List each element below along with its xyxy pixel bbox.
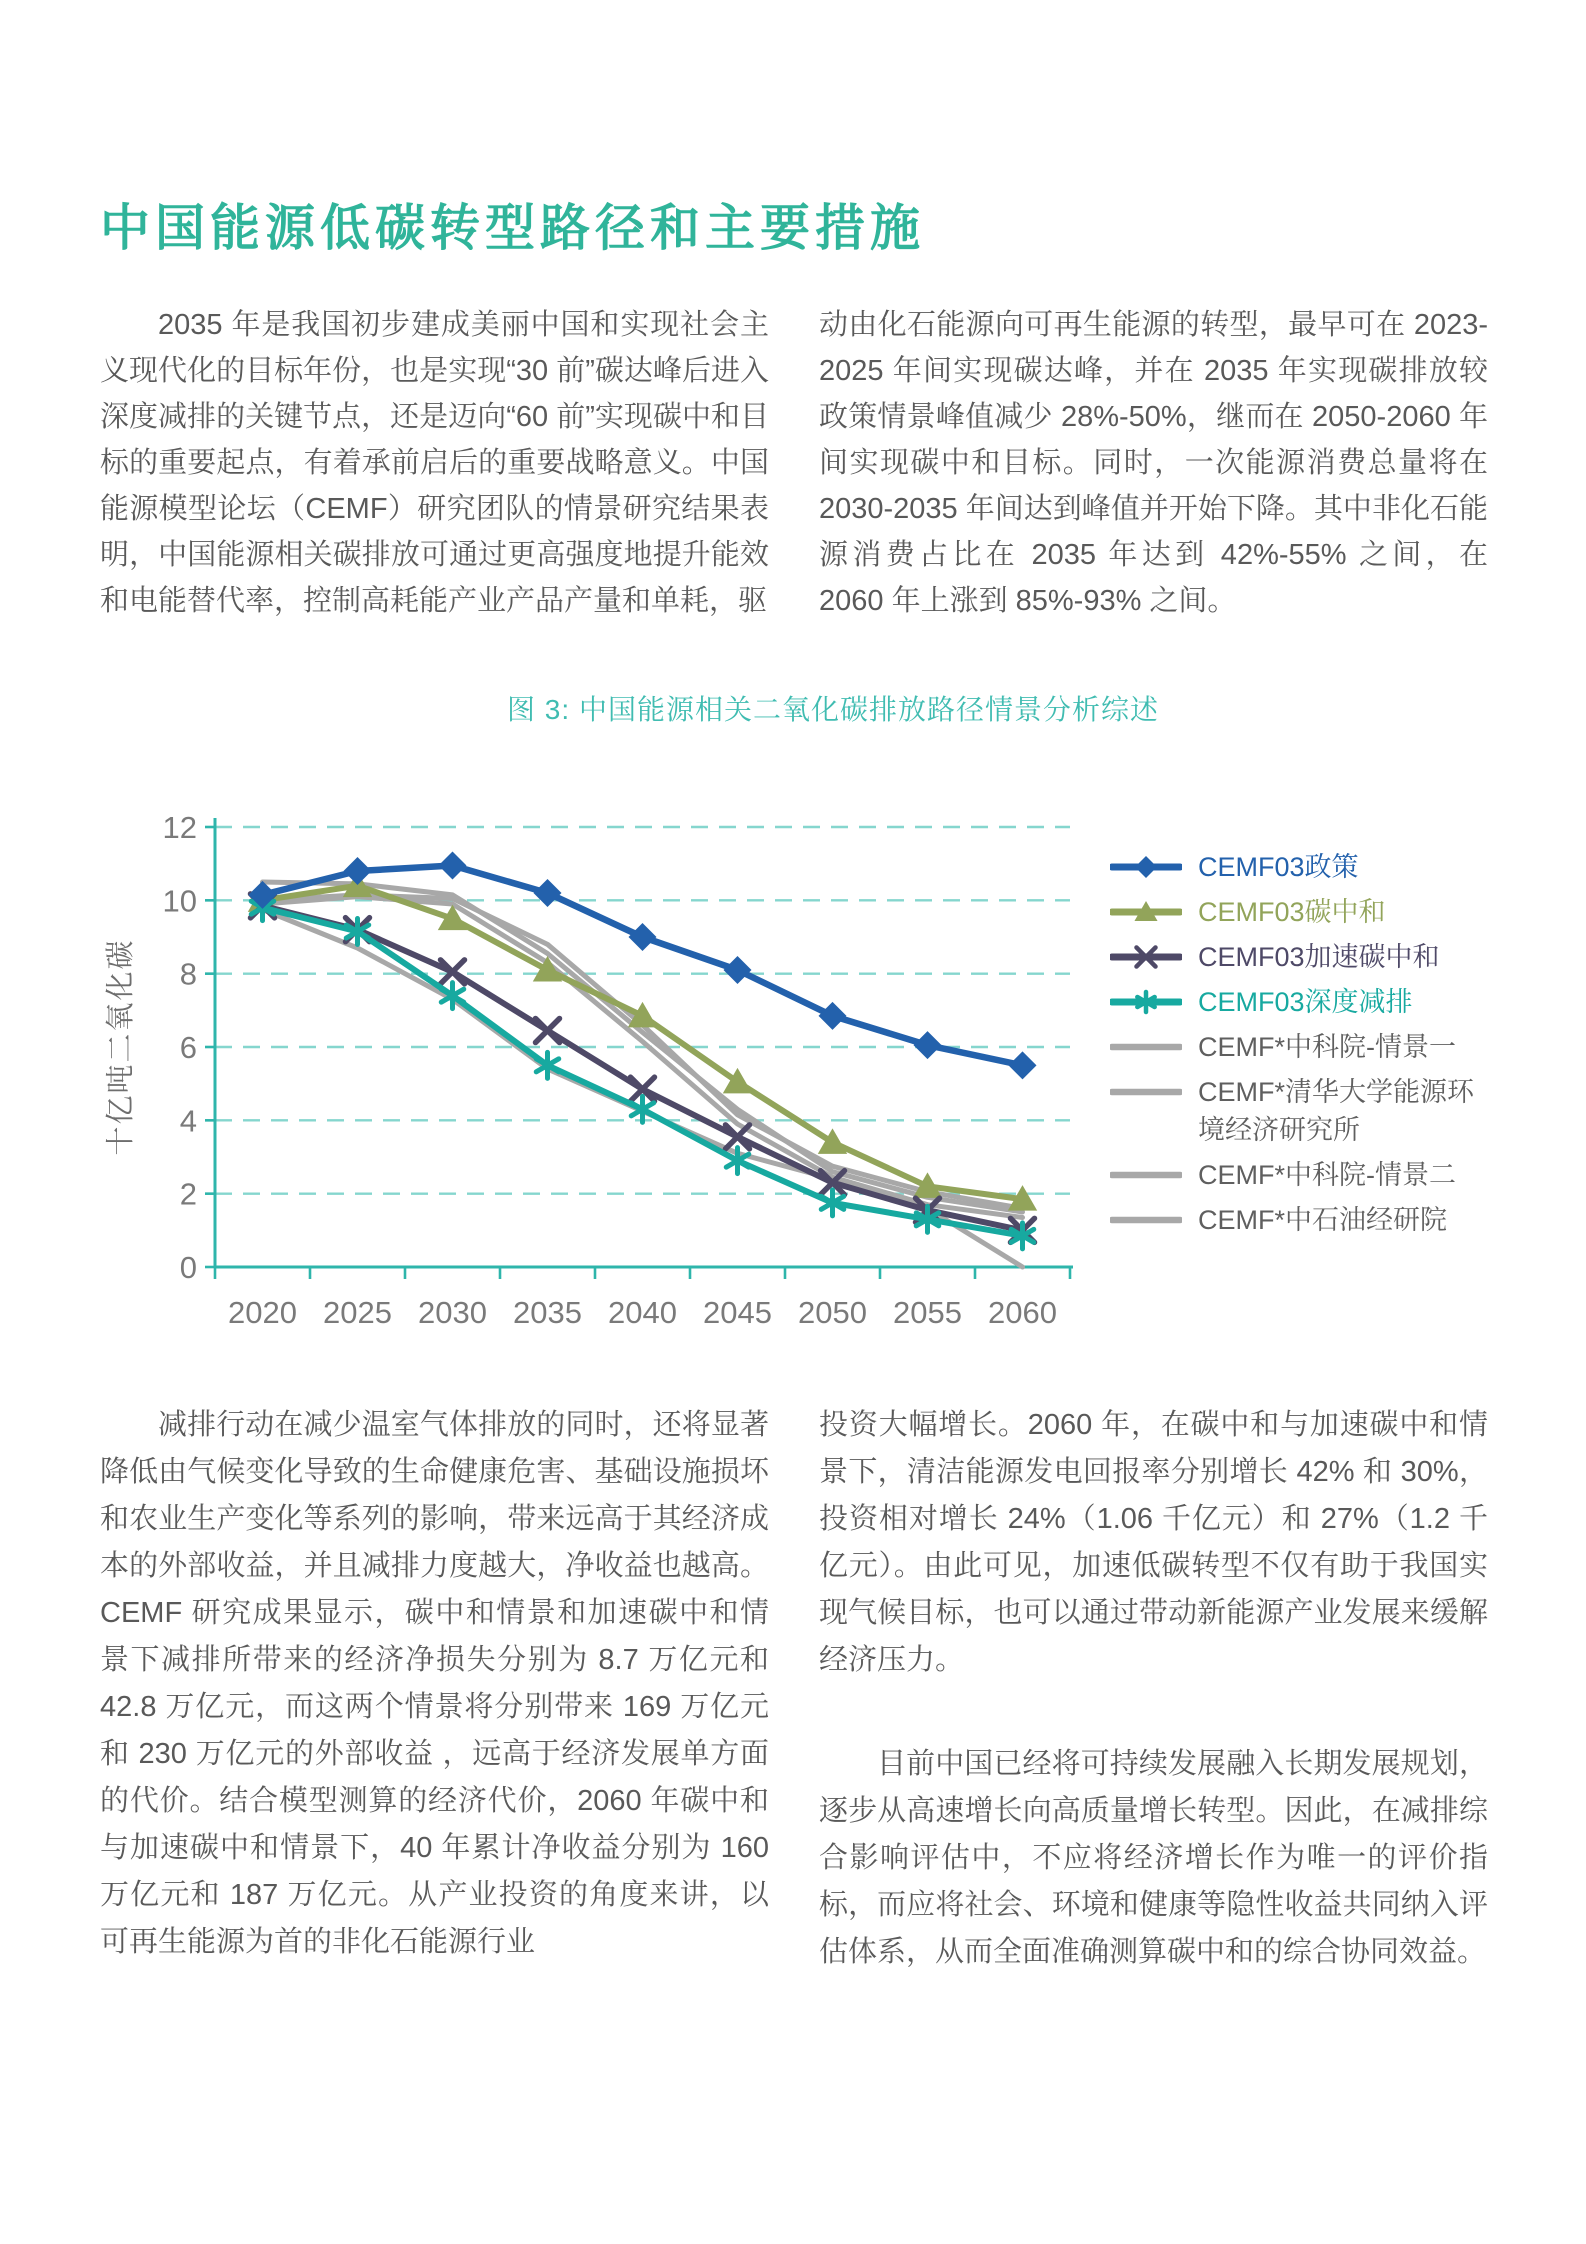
y-tick-label: 4: [179, 1103, 197, 1139]
series-point-marker: [724, 956, 752, 984]
y-tick-label: 10: [162, 883, 197, 919]
legend-label: CEMF*中石油经研院: [1198, 1205, 1447, 1235]
legend-label: CEMF*清华大学能源环境经济研究所: [1198, 1077, 1474, 1145]
body-left-column: 减排行动在减少温室气体排放的同时，还将显著降低由气候变化导致的生命健康危害、基础设施损坏和农业生产变化等系列的影响，带来远高于其经济成本的外部收益，并且减排力度越大，净收益也越高。CEMF 研究成果显示，碳中和情景和加速碳中和情景下减排所带来的经济净损失分别为 8.7 万亿元和 42.8 万亿元，而这两个情景将分别带来 169 万亿元和 230 万亿元的外部收益 ，远高于经济发展单方面的代价。结合模型测算的经济代价，2060 年碳中和与加速碳中和情景下，40 年累计净收益分别为 160 万亿元和 187 万亿元。从产业投资的角度来讲，以可再生能源为首的非化石能源行业: [100, 1409, 769, 1958]
legend-label: CEMF03加速碳中和: [1198, 942, 1440, 972]
legend-marker-glyph: [1135, 856, 1157, 878]
figure-caption: 图 3: 中国能源相关二氧化碳排放路径情景分析综述: [507, 694, 1159, 725]
series-point-marker: [1009, 1051, 1037, 1079]
body-right-paragraph-1: 投资大幅增长。2060 年，在碳中和与加速碳中和情景下，清洁能源发电回报率分别增长 42% 和 30%，投资相对增长 24%（1.06 千亿元）和 27%（1.2 千亿元）。由此可见，加速低碳转型不仅有助于我国实现气候目标，也可以通过带动新能源产业发展来缓解经济压力。: [819, 1409, 1488, 1676]
intro-right-column: 动由化石能源向可再生能源的转型，最早可在 2023-2025 年间实现碳达峰，并在 2035 年实现碳排放较政策情景峰值减少 28%-50%，继而在 2050-2060 年间实现碳中和目标。同时，一次能源消费总量将在 2030-2035 年间达到峰值并开始下降。其中非化石能源消费占比在 2035 年达到 42%-55% 之间，在 2060 年上涨到 85%-93% 之间。: [819, 309, 1488, 617]
co2-pathways-chart: [100, 800, 1488, 1380]
intro-section: [100, 302, 1488, 624]
x-tick-label: 2035: [513, 1295, 582, 1330]
x-tick-label: 2040: [608, 1295, 677, 1330]
series-point-marker: [536, 1019, 560, 1043]
body-right-column: [819, 1402, 1488, 1976]
y-tick-label: 6: [179, 1030, 197, 1065]
series-point-marker: [914, 1031, 942, 1059]
y-tick-label: 2: [179, 1176, 197, 1212]
legend-line-icon: [1110, 1206, 1182, 1234]
body-section: [100, 1402, 1488, 1976]
series-line-2: [263, 906, 1023, 1231]
legend-diamond-icon: [1110, 853, 1182, 881]
x-tick-label: 2060: [988, 1295, 1057, 1330]
series-point-marker: [534, 879, 562, 907]
legend-label: CEMF*中科院-情景一: [1198, 1032, 1456, 1062]
y-tick-label: 8: [179, 956, 197, 992]
y-tick-label: 12: [162, 810, 197, 845]
series-point-marker: [818, 1128, 847, 1153]
x-tick-label: 2025: [323, 1295, 392, 1330]
legend-line-icon: [1110, 1033, 1182, 1061]
legend-item: [1110, 893, 1490, 931]
legend-item: [1110, 848, 1490, 886]
x-tick-label: 2020: [228, 1295, 297, 1330]
legend-x-icon: [1110, 943, 1182, 971]
chart-plot-area: [100, 800, 1090, 1380]
series-point-marker: [629, 923, 657, 951]
x-tick-label: 2045: [703, 1295, 772, 1330]
body-right-paragraph-2: 目前中国已经将可持续发展融入长期发展规划，逐步从高速增长向高质量增长转型。因此，在减排综合影响评估中，不应将经济增长作为唯一的评价指标，而应将社会、环境和健康等隐性收益共同纳入评估体系，从而全面准确测算碳中和的综合协同效益。: [819, 1748, 1488, 1968]
y-tick-label: 0: [179, 1250, 197, 1285]
legend-line-icon: [1110, 1161, 1182, 1189]
legend-item: [1110, 1073, 1490, 1149]
legend-item: [1110, 938, 1490, 976]
legend-item: [1110, 983, 1490, 1021]
x-tick-label: 2055: [893, 1295, 962, 1330]
intro-left-column: 2035 年是我国初步建成美丽中国和实现社会主义现代化的目标年份，也是实现“30 前”碳达峰后进入深度减排的关键节点，还是迈向“60 前”实现碳中和目标的重要起点，有着承前启后的重要战略意义。中国能源模型论坛（CEMF）研究团队的情景研究结果表明，中国能源相关碳排放可通过更高强度地提升能效和电能替代率，控制高耗能产业产品产量和单耗，驱: [100, 309, 769, 617]
legend-triangle-icon: [1110, 898, 1182, 926]
legend-label: CEMF03碳中和: [1198, 897, 1386, 927]
y-axis-title: 十亿吨二氧化碳: [105, 938, 137, 1156]
series-point-marker: [819, 1002, 847, 1030]
legend-item: [1110, 1201, 1490, 1239]
x-tick-label: 2030: [418, 1295, 487, 1330]
x-tick-label: 2050: [798, 1295, 867, 1330]
legend-line-icon: [1110, 1078, 1182, 1106]
page-title: 中国能源低碳转型路径和主要措施: [100, 200, 925, 256]
legend-item: [1110, 1028, 1490, 1066]
series-point-marker: [439, 852, 467, 880]
chart-legend: [1090, 848, 1490, 1246]
legend-item: [1110, 1156, 1490, 1194]
legend-label: CEMF03深度减排: [1198, 987, 1413, 1017]
legend-asterisk-icon: [1110, 988, 1182, 1016]
legend-label: CEMF*中科院-情景二: [1198, 1160, 1456, 1190]
legend-label: CEMF03政策: [1198, 852, 1359, 882]
series-point-marker: [344, 857, 372, 885]
